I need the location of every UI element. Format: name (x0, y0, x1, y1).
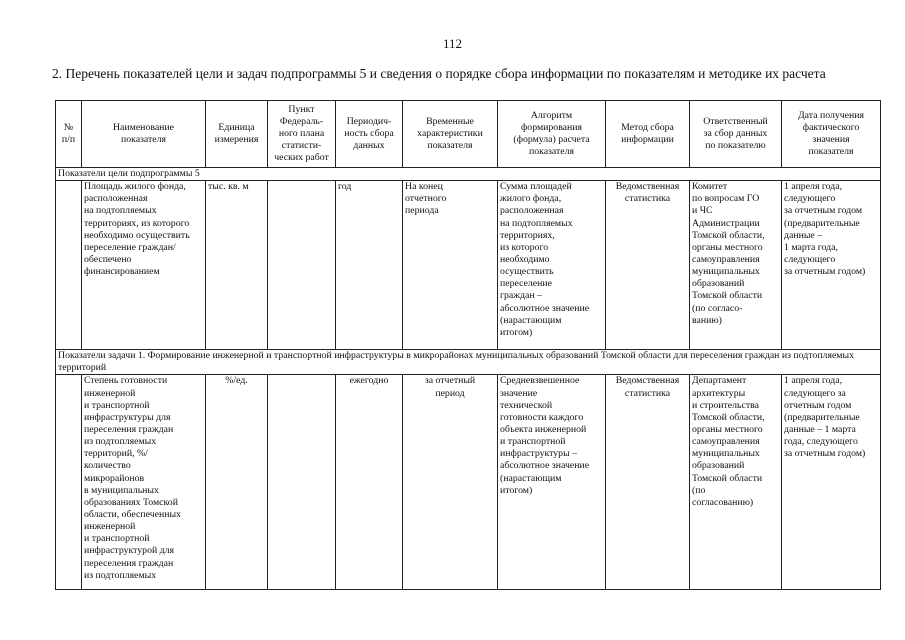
cell-unit: тыс. кв. м (206, 181, 268, 350)
section-title-task-1: Показатели задачи 1. Формирование инженерной и транспортной инфраструктуры в микрорайонах муниципальных образований Томской области для переселения граждан из подтопляемых территорий (56, 350, 881, 375)
header-name: Наименование показателя (82, 101, 206, 168)
cell-name: Площадь жилого фонда, расположенная на подтопляемых территориях, из которого необходимо осуществить переселение граждан/ обеспечено финансированием (82, 181, 206, 350)
section-title-goal: Показатели цели подпрограммы 5 (56, 168, 881, 181)
document-title: 2. Перечень показателей цели и задач подпрограммы 5 и сведения о порядке сбора информации по показателям и методике их расчета (52, 66, 826, 81)
cell-plan-item (268, 375, 336, 590)
header-unit: Единица измерения (206, 101, 268, 168)
cell-responsible: Комитет по вопросам ГО и ЧС Администрации Томской области, органы местного самоуправления муниципальных образований Томской области (по согласо- ванию) (690, 181, 782, 350)
cell-plan-item (268, 181, 336, 350)
cell-periodicity: год (336, 181, 403, 350)
section-row-task-1 (56, 350, 881, 375)
header-time-characteristics: Временные характеристики показателя (403, 101, 498, 168)
cell-num (56, 181, 82, 350)
section-row-goal (56, 168, 881, 181)
header-periodicity: Периодич- ность сбора данных (336, 101, 403, 168)
cell-algorithm: Средневзвешенное значение технической готовности каждого объекта инженерной и транспортной инфраструктуры – абсолютное значение (нарастающим итогом) (498, 375, 606, 590)
header-date: Дата получения фактического значения показателя (782, 101, 881, 168)
cell-date: 1 апреля года, следующего за отчетным годом (предварительные данные – 1 марта года, следующего за отчетным годом) (782, 181, 881, 350)
cell-method: Ведомственная статистика (606, 375, 690, 590)
header-plan-item: Пункт Федераль- ного плана статисти- ческих работ (268, 101, 336, 168)
cell-time-characteristics: за отчетный период (403, 375, 498, 590)
cell-algorithm: Сумма площадей жилого фонда, расположенная на подтопляемых территориях, из которого необходимо осуществить переселение граждан – абсолютное значение (нарастающим итогом) (498, 181, 606, 350)
header-num: № п/п (56, 101, 82, 168)
cell-num (56, 375, 82, 590)
indicators-table (55, 100, 881, 590)
table-row (56, 375, 881, 590)
cell-method: Ведомственная статистика (606, 181, 690, 350)
header-algorithm: Алгоритм формирования (формула) расчета показателя (498, 101, 606, 168)
cell-date: 1 апреля года, следующего за отчетным годом (предварительные данные – 1 марта года, следующего за отчетным годом) (782, 375, 881, 590)
cell-name: Степень готовности инженерной и транспортной инфраструктуры для переселения граждан из подтопляемых территорий, %/ количество микрорайонов в муниципальных образованиях Томской области, обеспеченных инженерной и транспортной инфраструктурой для переселения граждан из подтопляемых (82, 375, 206, 590)
header-responsible: Ответственный за сбор данных по показателю (690, 101, 782, 168)
cell-unit: %/ед. (206, 375, 268, 590)
table-header-row (56, 101, 881, 168)
header-method: Метод сбора информации (606, 101, 690, 168)
cell-responsible: Департамент архитектуры и строительства Томской области, органы местного самоуправления муниципальных образований Томской области (по согласованию) (690, 375, 782, 590)
cell-periodicity: ежегодно (336, 375, 403, 590)
page-number: 112 (442, 36, 463, 51)
table-row (56, 181, 881, 350)
cell-time-characteristics: На конец отчетного периода (403, 181, 498, 350)
